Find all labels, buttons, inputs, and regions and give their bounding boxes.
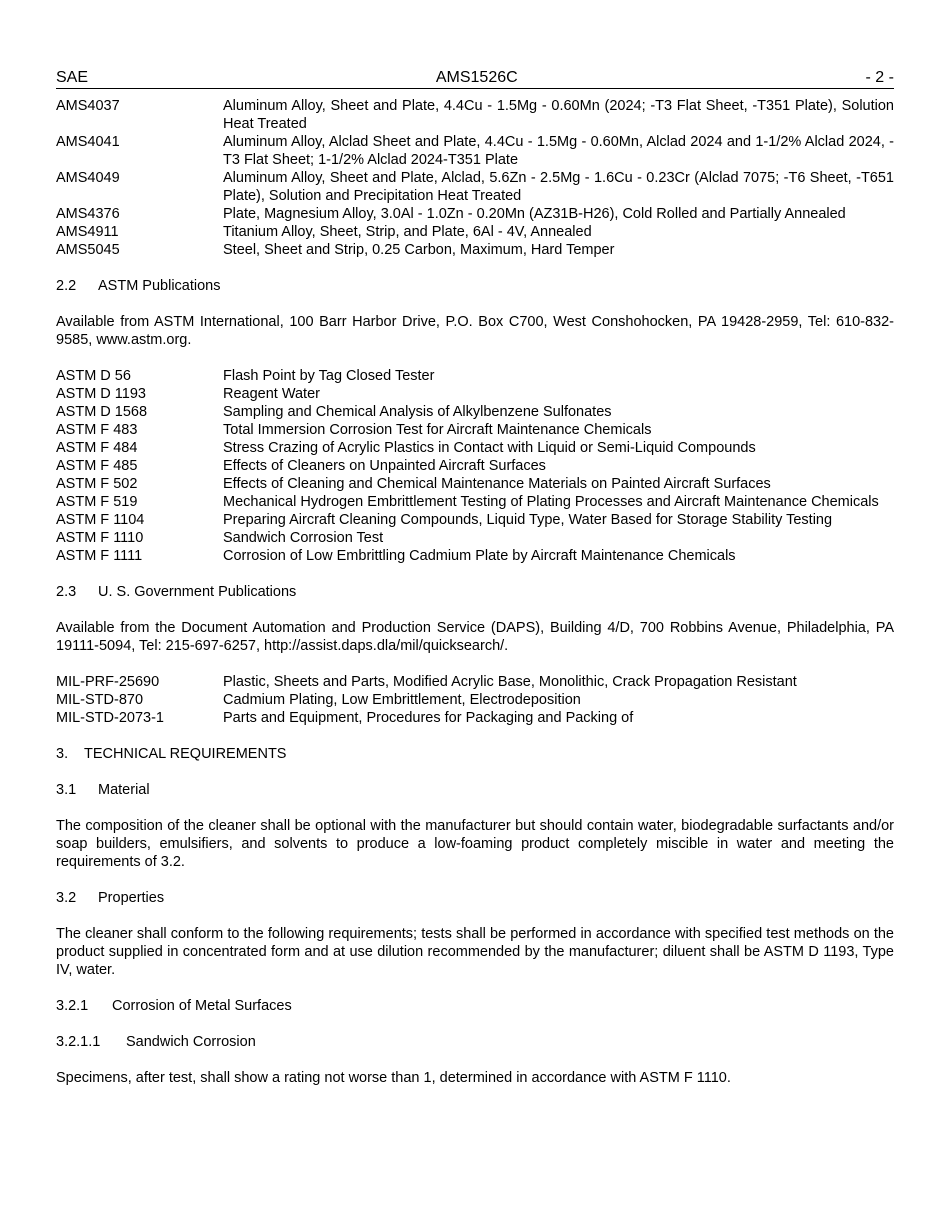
reference-title: Sampling and Chemical Analysis of Alkylbenzene Sulfonates [223,404,612,420]
section-number: 2.3 [56,584,77,600]
reference-code: ASTM F 519 [56,494,138,510]
page-header [56,68,894,89]
reference-title: Flash Point by Tag Closed Tester [223,368,435,384]
reference-code: MIL-STD-870 [56,692,144,708]
reference-row [56,439,894,457]
reference-code: AMS4376 [56,206,120,222]
reference-code: ASTM F 1110 [56,530,144,546]
reference-row [56,223,894,241]
reference-title: Parts and Equipment, Procedures for Packaging and Packing of [223,710,634,726]
reference-row [56,547,894,565]
reference-row [56,133,894,169]
reference-row [56,97,894,133]
reference-code: AMS4041 [56,134,120,150]
properties-paragraph: The cleaner shall conform to the following requirements; tests shall be performed in accordance with specified test methods on the product supplied in concentrated form and at use dilution recommended by the manufacturer; diluent shall be ASTM D 1193, Type IV, water. [56,926,894,978]
reference-row [56,367,894,385]
document-page [56,68,894,1105]
section-title: U. S. Government Publications [98,584,297,600]
reference-title: Reagent Water [223,386,320,402]
section-title: TECHNICAL REQUIREMENTS [84,746,287,762]
header-page-number: - 2 - [865,69,894,86]
reference-row [56,709,894,727]
reference-row [56,385,894,403]
section-title: Corrosion of Metal Surfaces [112,998,292,1014]
reference-title: Cadmium Plating, Low Embrittlement, Electrodeposition [223,692,581,708]
section-heading-3-1 [56,781,894,799]
reference-row [56,475,894,493]
section-title: Properties [98,890,165,906]
material-paragraph: The composition of the cleaner shall be optional with the manufacturer but should contain water, biodegradable surfactants and/or soap builders, emulsifiers, and solvents to produce a low-foaming product completely miscible in water and meeting the requirements of 3.2. [56,818,894,870]
astm-reference-list [56,367,894,565]
reference-code: ASTM D 1193 [56,386,146,402]
reference-title: Total Immersion Corrosion Test for Aircraft Maintenance Chemicals [223,422,652,438]
section-heading-3 [56,745,894,763]
reference-row [56,493,894,511]
reference-code: ASTM F 502 [56,476,138,492]
reference-title: Effects of Cleaning and Chemical Maintenance Materials on Painted Aircraft Surfaces [223,476,771,492]
reference-row [56,403,894,421]
reference-row [56,673,894,691]
section-heading-3-2-1-1 [56,1033,894,1051]
reference-code: ASTM F 484 [56,440,138,456]
reference-code: AMS4911 [56,224,119,240]
reference-code: AMS4037 [56,98,120,114]
section-number: 3.2.1 [56,998,89,1014]
section-number: 3.2.1.1 [56,1034,101,1050]
section-heading-3-2-1 [56,997,894,1015]
daps-availability-paragraph: Available from the Document Automation and Production Service (DAPS), Building 4/D, 700 Robbins Avenue, Philadelphia, PA 19111-5094, Tel: 215-697-6257, http://assist.daps.dla/mil/quicksearch/. [56,620,894,654]
reference-code: MIL-STD-2073-1 [56,710,164,726]
reference-row [56,457,894,475]
header-org: SAE [56,69,89,86]
section-title: Material [98,782,150,798]
astm-availability-paragraph: Available from ASTM International, 100 Barr Harbor Drive, P.O. Box C700, West Conshohocken, PA 19428-2959, Tel: 610-832-9585, www.astm.org. [56,314,894,348]
section-number: 3.1 [56,782,77,798]
section-number: 2.2 [56,278,77,294]
reference-code: AMS5045 [56,242,120,258]
reference-code: MIL-PRF-25690 [56,674,160,690]
reference-code: AMS4049 [56,170,120,186]
reference-row [56,169,894,205]
reference-title: Aluminum Alloy, Alclad Sheet and Plate, 4.4Cu - 1.5Mg - 0.60Mn, Alclad 2024 and 1-1/2% Alclad 2024, -T3 Flat Sheet; 1-1/2% Alclad 2024-T351 Plate [223,134,894,168]
reference-code: ASTM F 483 [56,422,138,438]
reference-title: Mechanical Hydrogen Embrittlement Testing of Plating Processes and Aircraft Maintenance Chemicals [223,494,879,510]
section-title: Sandwich Corrosion [126,1034,256,1050]
reference-title: Preparing Aircraft Cleaning Compounds, Liquid Type, Water Based for Storage Stability Testing [223,512,833,528]
government-reference-list [56,673,894,727]
reference-code: ASTM F 1111 [56,548,143,564]
section-heading-3-2 [56,889,894,907]
reference-code: ASTM F 485 [56,458,138,474]
reference-title: Stress Crazing of Acrylic Plastics in Contact with Liquid or Semi-Liquid Compounds [223,440,756,456]
reference-code: ASTM D 56 [56,368,131,384]
reference-title: Aluminum Alloy, Sheet and Plate, Alclad, 5.6Zn - 2.5Mg - 1.6Cu - 0.23Cr (Alclad 7075; -T6 Sheet, -T651 Plate), Solution and Precipitation Heat Treated [223,170,894,204]
reference-row [56,511,894,529]
reference-title: Plate, Magnesium Alloy, 3.0Al - 1.0Zn - 0.20Mn (AZ31B-H26), Cold Rolled and Partially Annealed [223,206,846,222]
reference-title: Steel, Sheet and Strip, 0.25 Carbon, Maximum, Hard Temper [223,242,615,258]
reference-code: ASTM F 1104 [56,512,145,528]
reference-code: ASTM D 1568 [56,404,148,420]
section-number: 3.2 [56,890,77,906]
header-doc-number: AMS1526C [435,69,518,86]
reference-title: Aluminum Alloy, Sheet and Plate, 4.4Cu - 1.5Mg - 0.60Mn (2024; -T3 Flat Sheet, -T351 Plate), Solution Heat Treated [223,98,894,132]
reference-row [56,529,894,547]
reference-title: Effects of Cleaners on Unpainted Aircraft Surfaces [223,458,546,474]
reference-title: Titanium Alloy, Sheet, Strip, and Plate, 6Al - 4V, Annealed [223,224,592,240]
section-heading-2-3 [56,583,894,601]
reference-title: Plastic, Sheets and Parts, Modified Acrylic Base, Monolithic, Crack Propagation Resistant [223,674,797,690]
reference-title: Sandwich Corrosion Test [223,530,384,546]
section-title: ASTM Publications [98,278,221,294]
ams-reference-list [56,97,894,259]
section-heading-2-2 [56,277,894,295]
reference-row [56,421,894,439]
reference-title: Corrosion of Low Embrittling Cadmium Plate by Aircraft Maintenance Chemicals [223,548,736,564]
section-number: 3. [56,746,69,762]
reference-row [56,691,894,709]
sandwich-corrosion-paragraph: Specimens, after test, shall show a rating not worse than 1, determined in accordance with ASTM F 1110. [56,1070,731,1086]
reference-row [56,241,894,259]
reference-row [56,205,894,223]
